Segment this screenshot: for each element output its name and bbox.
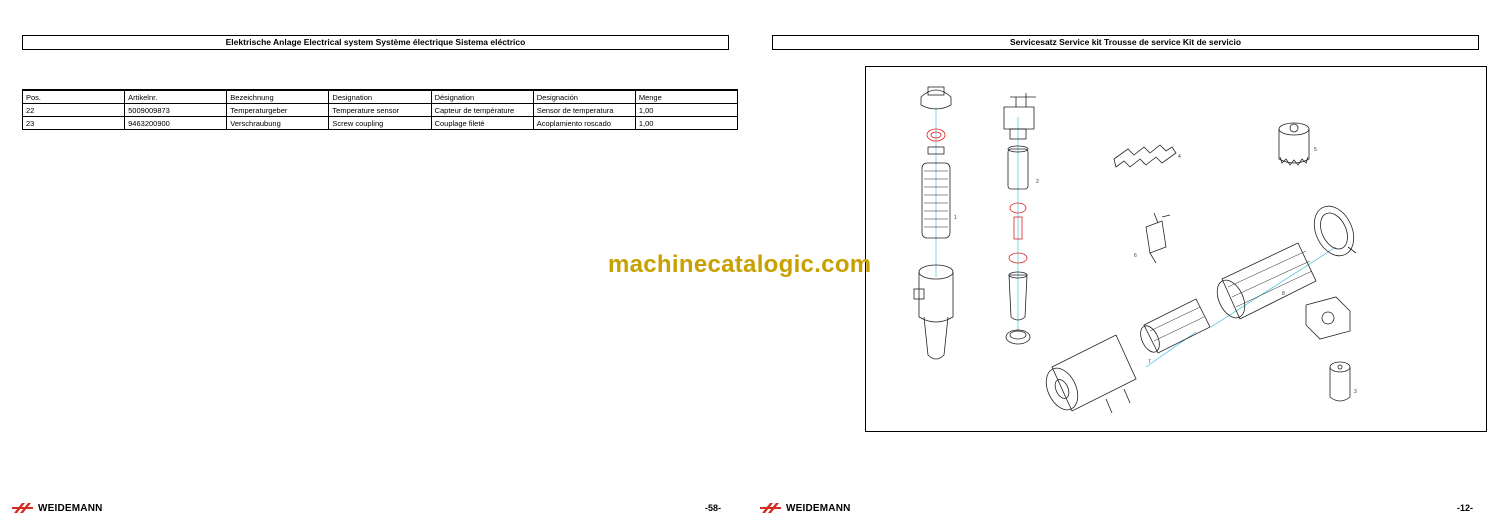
table-header-row xyxy=(23,90,738,104)
part-3-filter-head xyxy=(1306,297,1350,401)
table-row xyxy=(23,117,738,130)
col-designation-fr: Désignation xyxy=(431,90,533,104)
callout-5: 5 xyxy=(1314,147,1317,153)
watermark-text: machinecatalogic.com xyxy=(608,251,872,278)
left-page-number: -58- xyxy=(705,503,722,513)
col-designacion: Designación xyxy=(533,90,635,104)
callout-1: 1 xyxy=(954,215,957,221)
leader-lines xyxy=(936,107,1336,367)
cell: 1,00 xyxy=(635,104,737,117)
part-8-air-filter xyxy=(1212,200,1362,322)
cell: Capteur de température xyxy=(431,104,533,117)
cell: 9463200900 xyxy=(125,117,227,130)
cell: 1,00 xyxy=(635,117,737,130)
weidemann-logo-right xyxy=(760,499,851,517)
service-kit-diagram xyxy=(865,66,1487,432)
part-2-fuel-filter xyxy=(1004,93,1036,344)
cell: 5009009873 xyxy=(125,104,227,117)
part-5-oil-filter xyxy=(1279,123,1309,165)
right-page-header: Servicesatz Service kit Trousse de service Kit de servicio xyxy=(772,35,1479,50)
air-filter-housing xyxy=(1040,335,1136,415)
callout-8: 8 xyxy=(1282,291,1285,297)
col-designation-en: Designation xyxy=(329,90,431,104)
table-row xyxy=(23,104,738,117)
weidemann-logo-icon xyxy=(12,501,34,515)
cell: Couplage fileté xyxy=(431,117,533,130)
weidemann-logo-icon xyxy=(760,501,782,515)
cell: Verschraubung xyxy=(227,117,329,130)
callout-3: 3 xyxy=(1354,389,1357,395)
right-page-number: -12- xyxy=(1457,503,1474,513)
parts-table xyxy=(22,89,738,130)
cell: 23 xyxy=(23,117,125,130)
cell: Sensor de temperatura xyxy=(533,104,635,117)
left-page-header: Elektrische Anlage Electrical system Système électrique Sistema eléctrico xyxy=(22,35,729,50)
logo-text: WEIDEMANN xyxy=(38,502,103,514)
part-7-inner-element xyxy=(1137,299,1210,355)
cell: 22 xyxy=(23,104,125,117)
callout-2: 2 xyxy=(1036,179,1039,185)
col-pos: Pos. xyxy=(23,90,125,104)
cell: Temperaturgeber xyxy=(227,104,329,117)
cell: Acoplamiento roscado xyxy=(533,117,635,130)
callout-4: 4 xyxy=(1178,154,1181,160)
logo-text: WEIDEMANN xyxy=(786,502,851,514)
part-1-filter-housing xyxy=(914,87,953,359)
cell: Screw coupling xyxy=(329,117,431,130)
part-6-inline-filter xyxy=(1146,213,1170,263)
col-bezeichnung: Bezeichnung xyxy=(227,90,329,104)
col-article: Artikelnr. xyxy=(125,90,227,104)
part-4-gasket xyxy=(1114,145,1176,167)
callout-7: 7 xyxy=(1148,359,1151,365)
cell: Temperature sensor xyxy=(329,104,431,117)
callout-6: 6 xyxy=(1134,253,1137,259)
weidemann-logo-left xyxy=(12,499,103,517)
col-menge: Menge xyxy=(635,90,737,104)
